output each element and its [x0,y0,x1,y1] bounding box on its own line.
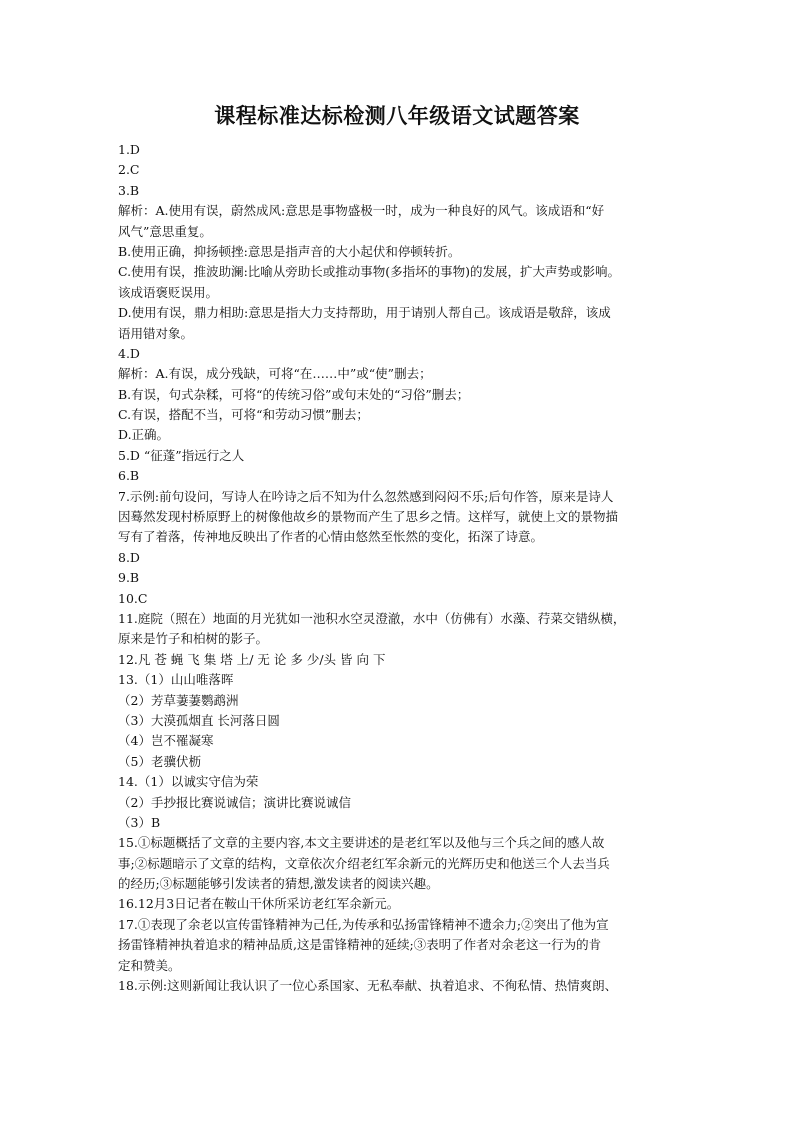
answer-line: 因蓦然发现村桥原野上的树像他故乡的景物而产生了思乡之情。这样写，就使上文的景物描 [118,509,619,525]
answer-line: 11.庭院（照在）地面的月光犹如一池积水空灵澄澈，水中（仿佛有）水藻、荇菜交错纵横， [118,610,626,626]
answer-line: 2.C [118,162,140,178]
answer-line: （2）手抄报比赛说诚信；演讲比赛说诚信 [118,794,351,810]
answer-line: 4.D [118,345,140,361]
answer-line: 6.B [118,468,140,484]
answer-line: 3.B [118,182,140,198]
answer-line: （3）B [118,814,161,830]
answer-line: 语用错对象。 [118,325,194,341]
answer-line: 14.（1）以诚实守信为荣 [118,774,259,790]
answer-line: （4）岂不罹凝寒 [118,733,214,749]
answer-line: 原来是竹子和柏树的影子。 [118,631,269,647]
answer-line: 写有了着落，传神地反映出了作者的心情由悠然至怅然的变化，拓深了诗意。 [118,529,544,545]
answer-line: D.正确。 [118,427,170,443]
answer-line: 13.（1）山山唯落晖 [118,672,234,688]
answer-line: 风气”意思重复。 [118,223,212,239]
answer-line: 18.示例:这则新闻让我认识了一位心系国家、无私奉献、执着追求、不徇私情、热情爽朗、 [118,978,618,994]
answer-line: 5.D “征蓬”指远行之人 [118,447,245,463]
answer-line: 9.B [118,570,140,586]
answer-line: 定和赞美。 [118,957,181,973]
answer-line: 8.D [118,549,140,565]
answer-line: 解析：A.使用有误，蔚然成风:意思是事物盛极一时，成为一种良好的风气。该成语和“好 [118,203,605,219]
answer-line: （3）大漠孤烟直 长河落日圆 [118,712,280,728]
answer-line: 15.①标题概括了文章的主要内容,本文主要讲述的是老红军以及他与三个兵之间的感人故 [118,835,605,851]
answer-line: C.有误，搭配不当，可将“和劳动习惯”删去； [118,407,369,423]
answer-line: （2）芳草萋萋鹦鹉洲 [118,692,239,708]
answer-line: 7.示例:前句设问，写诗人在吟诗之后不知为什么忽然感到闷闷不乐;后句作答，原来是诗人 [118,488,614,504]
answer-line: 12.凡 苍 蝇 飞 集 塔 上/ 无 论 多 少/头 皆 向 下 [118,651,386,667]
answer-line: 16.12月3日记者在鞍山干休所采访老红军余新元。 [118,896,400,912]
answer-line: C.使用有误，推波助澜:比喻从旁助长或推动事物(多指坏的事物)的发展，扩大声势或影响。 [118,264,621,280]
answer-line: 扬雷锋精神执着追求的精神品质,这是雷锋精神的延续;③表明了作者对余老这一行为的肯 [118,937,602,953]
answer-line: （5）老骥伏枥 [118,753,201,769]
answer-list [118,140,688,996]
answer-line: 解析：A.有误，成分残缺，可将“在……中”或“使”删去； [118,366,432,382]
answer-line: 的经历;③标题能够引发读者的猜想,激发读者的阅读兴趣。 [118,876,439,892]
answer-line: 事;②标题暗示了文章的结构，文章依次介绍老红军余新元的光辉历史和他送三个人去当兵 [118,855,610,871]
answer-line: B.使用正确，抑扬顿挫:意思是指声音的大小起伏和停顿转折。 [118,243,461,259]
answer-line: 1.D [118,142,140,157]
answer-line: 17.①表现了余老以宣传雷锋精神为己任,为传承和弘扬雷锋精神不遗余力;②突出了他为宣 [118,916,609,932]
answer-line: 该成语褒贬误用。 [118,284,219,300]
document-title: 课程标准达标检测八年级语文试题答案 [214,103,580,128]
answer-line: B.有误，句式杂糅，可将“的传统习俗”或句末处的“习俗”删去； [118,386,470,402]
answer-line: D.使用有误，鼎力相助:意思是指大力支持帮助，用于请别人帮自己。该成语是敬辞，该成 [118,305,611,321]
answer-line: 10.C [118,590,148,606]
